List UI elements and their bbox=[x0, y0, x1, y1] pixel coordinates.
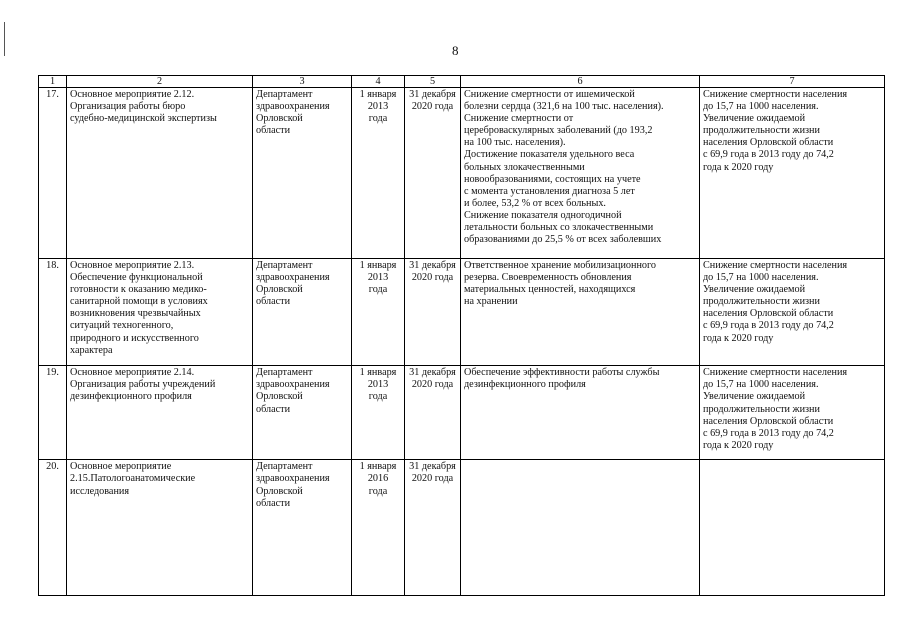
end-date-cell: 31 декабря 2020 года bbox=[405, 88, 461, 259]
table-row bbox=[39, 88, 885, 259]
start-date-cell: 1 января 2016 года bbox=[352, 460, 405, 596]
indicator-link-cell: Снижение смертности населения до 15,7 на 1000 населения. Увеличение ожидаемой продолжительности жизни населения Орловской области с 69,9 года в 2013 году до 74,2 года к 2020 году bbox=[700, 366, 885, 460]
indicator-link-cell: Снижение смертности населения до 15,7 на 1000 населения. Увеличение ожидаемой продолжительности жизни населения Орловской области с 69,9 года в 2013 году до 74,2 года к 2020 году bbox=[700, 259, 885, 366]
activity-cell: Основное мероприятие 2.15.Патологоанатомические исследования bbox=[67, 460, 253, 596]
executor-cell: Департамент здравоохранения Орловской области bbox=[253, 366, 352, 460]
column-header-4: 4 bbox=[352, 76, 405, 88]
column-header-1: 1 bbox=[39, 76, 67, 88]
column-header-2: 2 bbox=[67, 76, 253, 88]
row-number: 19. bbox=[39, 366, 67, 460]
executor-cell: Департамент здравоохранения Орловской области bbox=[253, 259, 352, 366]
end-date-cell: 31 декабря 2020 года bbox=[405, 366, 461, 460]
row-number: 17. bbox=[39, 88, 67, 259]
expected-result-cell: Ответственное хранение мобилизационного резерва. Своевременность обновления материальных ценностей, находящихся на хранении bbox=[461, 259, 700, 366]
table-row bbox=[39, 259, 885, 366]
expected-result-cell: Снижение смертности от ишемической болезни сердца (321,6 на 100 тыс. населения). Снижение смертности от цереброваскулярных заболеваний (до 193,2 на 100 тыс. населения). Достижение показателя удельного веса больных злокачественными новообразованиями, состоящих на учете с момента установления диагноза 5 лет и более, 53,2 % от всех больных. Снижение показателя одногодичной летальности больных со злокачественными образованиями до 25,5 % от всех заболевших bbox=[461, 88, 700, 259]
expected-result-cell bbox=[461, 460, 700, 596]
activity-cell: Основное мероприятие 2.13. Обеспечение функциональной готовности к оказанию медико- санитарной помощи в условиях возникновения чрезвычайных ситуаций техногенного, природного и искусственного характера bbox=[67, 259, 253, 366]
column-header-3: 3 bbox=[253, 76, 352, 88]
page-edge-mark bbox=[4, 22, 5, 56]
column-header-7: 7 bbox=[700, 76, 885, 88]
indicator-link-cell bbox=[700, 460, 885, 596]
table-row bbox=[39, 460, 885, 596]
measures-table bbox=[38, 75, 885, 596]
indicator-link-cell: Снижение смертности населения до 15,7 на 1000 населения. Увеличение ожидаемой продолжительности жизни населения Орловской области с 69,9 года в 2013 году до 74,2 года к 2020 году bbox=[700, 88, 885, 259]
start-date-cell: 1 января 2013 года bbox=[352, 88, 405, 259]
end-date-cell: 31 декабря 2020 года bbox=[405, 259, 461, 366]
start-date-cell: 1 января 2013 года bbox=[352, 366, 405, 460]
row-number: 18. bbox=[39, 259, 67, 366]
column-header-5: 5 bbox=[405, 76, 461, 88]
executor-cell: Департамент здравоохранения Орловской области bbox=[253, 460, 352, 596]
end-date-cell: 31 декабря 2020 года bbox=[405, 460, 461, 596]
page-number: 8 bbox=[452, 43, 459, 58]
table-row bbox=[39, 366, 885, 460]
row-number: 20. bbox=[39, 460, 67, 596]
executor-cell: Департамент здравоохранения Орловской области bbox=[253, 88, 352, 259]
activity-cell: Основное мероприятие 2.12. Организация работы бюро судебно-медицинской экспертизы bbox=[67, 88, 253, 259]
column-number-row bbox=[39, 76, 885, 88]
expected-result-cell: Обеспечение эффективности работы службы дезинфекционного профиля bbox=[461, 366, 700, 460]
activity-cell: Основное мероприятие 2.14. Организация работы учреждений дезинфекционного профиля bbox=[67, 366, 253, 460]
column-header-6: 6 bbox=[461, 76, 700, 88]
start-date-cell: 1 января 2013 года bbox=[352, 259, 405, 366]
